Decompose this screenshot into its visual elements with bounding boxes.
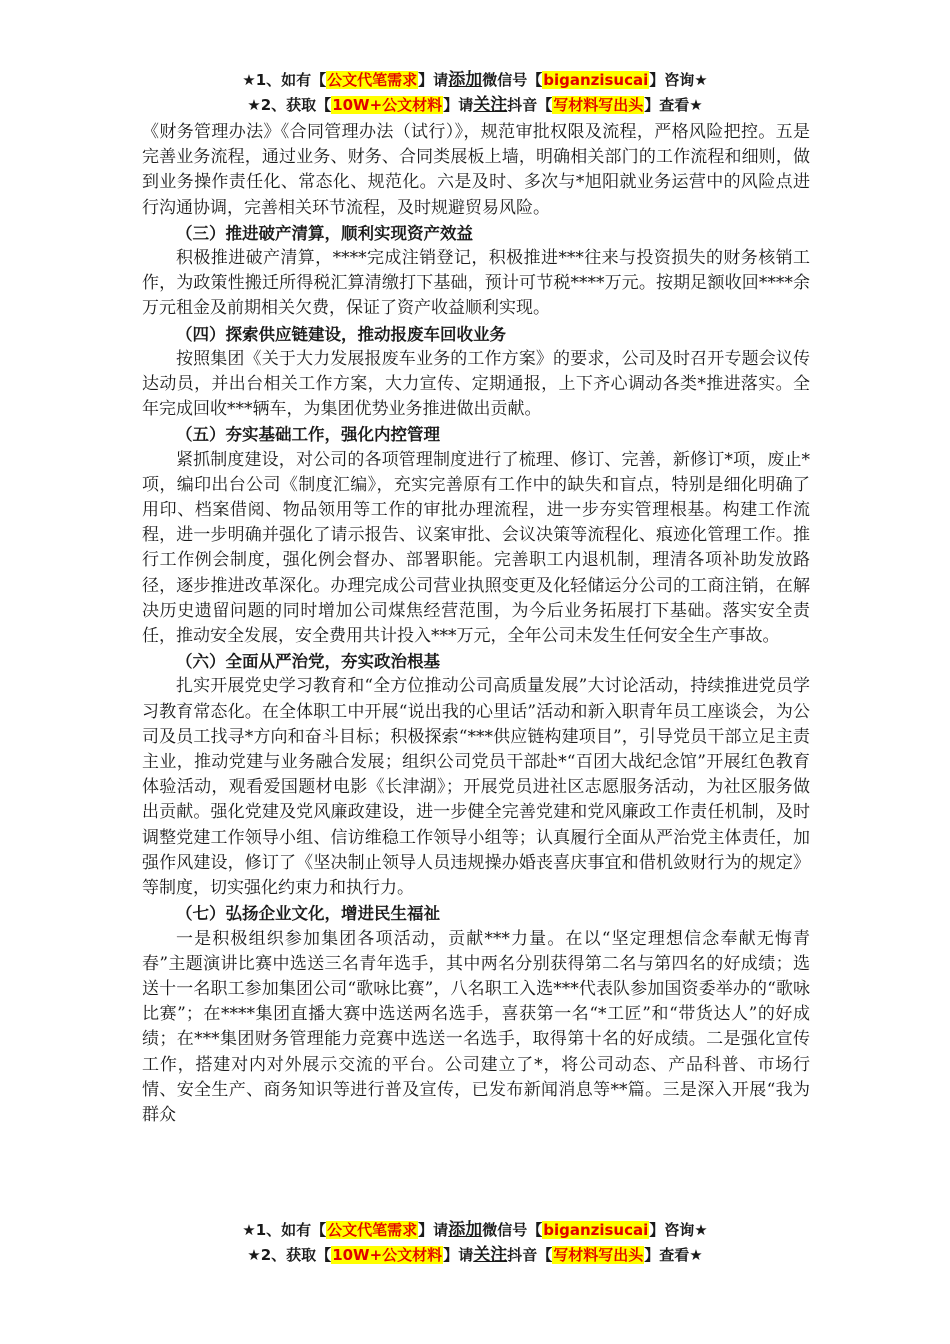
section-heading: （四）探索供应链建设，推动报废车回收业务 — [176, 324, 506, 344]
top-banner-line-1 — [0, 68, 950, 92]
banner-text: 】咨询★ — [649, 71, 708, 89]
banner-text: 】请 — [418, 1221, 449, 1239]
paragraph: 按照集团《关于大力发展报废车业务的工作方案》的要求，公司及时召开专题会议传达动员，并出台相关工作方案，大力宣传、定期通报，上下齐心调动各类*推进落实。全年完成回收***辆车，为集团优势业务推进做出贡献。 — [142, 348, 810, 420]
banner-text: 】请 — [443, 1246, 474, 1264]
paragraph: 积极推进破产清算，****完成注销登记，积极推进***往来与投资损失的财务核销工作，为政策性搬迁所得税汇算清缴打下基础，预计可节税****万元。按期足额收回****余万元租金及前期相关欠费，保证了资产收益顺利实现。 — [142, 248, 810, 319]
section-heading: （七）弘扬企业文化，增进民生福祉 — [176, 904, 440, 924]
banner-wechat-id: biganzisucai — [543, 1221, 649, 1239]
banner-highlight: 公文代笔需求 — [327, 71, 418, 89]
section-heading: （六）全面从严治党，夯实政治根基 — [176, 652, 440, 672]
banner-text: 】查看★ — [644, 1246, 703, 1264]
paragraph: 《财务管理办法》《合同管理办法（试行）》，规范审批权限及流程，严格风险把控。五是完善业务流程，通过业务、财务、合同类展板上墙，明确相关部门的工作流程和细则，做到业务操作责任化、常态化、规范化。六是及时、多次与*旭阳就业务运营中的风险点进行沟通协调，完善相关环节流程，及时规避贸易风险。 — [142, 122, 810, 218]
banner-underlined-text: 关注 — [473, 95, 508, 115]
bottom-banner-line-1 — [0, 1218, 950, 1242]
paragraph: 一是积极组织参加集团各项活动，贡献***力量。在以“坚定理想信念奉献无悔青春”主题演讲比赛中选送三名青年选手，其中两名分别获得第二名与第四名的好成绩；选送十一名职工参加集团公司“歌咏比赛”，八名职工入选***代表队参加国资委举办的“歌咏比赛”；在****集团直播大赛中选送两名选手，喜获第一名“*工匠”和“带货达人”的好成绩；在***集团财务管理能力竞赛中选送一名选手，取得第十名的好成绩。二是强化宣传工作，搭建对内对外展示交流的平台。公司建立了*，将公司动态、产品科普、市场行情、安全生产、商务知识等进行普及宣传，已发布新闻消息等**篇。三是深入开展“我为群众 — [142, 928, 810, 1125]
banner-text: 】咨询★ — [649, 1221, 708, 1239]
banner-text: ★1、如有【 — [242, 1221, 327, 1239]
banner-douyin-id: 写材料写出头 — [553, 1246, 644, 1264]
paragraph: 扎实开展党史学习教育和“全方位推动公司高质量发展”大讨论活动，持续推进党员学习教育常态化。在全体职工中开展“说出我的心里话”活动和新入职青年员工座谈会，为公司及员工找寻*方向和奋斗目标；积极探索“***供应链构建项目”，引导党员干部立足主责主业，推动党建与业务融合发展；组织公司党员干部赴*“百团大战纪念馆”开展红色教育体验活动，观看爱国题材电影《长津湖》；开展党员进社区志愿服务活动，为社区服务做出贡献。强化党建及党风廉政建设，进一步健全完善党建和党风廉政工作责任机制，及时调整党建工作领导小组、信访维稳工作领导小组等；认真履行全面从严治党主体责任，加强作风建设，修订了《坚决制止领导人员违规操办婚丧喜庆事宜和借机敛财行为的规定》等制度，切实强化约束力和执行力。 — [142, 676, 810, 899]
banner-text: 】请 — [418, 71, 449, 89]
document-body — [142, 120, 810, 1128]
banner-text: 抖音【 — [507, 1246, 553, 1264]
section-heading: （三）推进破产清算，顺利实现资产效益 — [176, 223, 473, 243]
banner-text: ★2、获取【 — [247, 96, 332, 114]
section-heading: （五）夯实基础工作，强化内控管理 — [176, 425, 440, 445]
banner-underlined-text: 关注 — [473, 1245, 508, 1265]
banner-text: 】查看★ — [644, 96, 703, 114]
banner-text: 】请 — [443, 96, 474, 114]
paragraph: 紧抓制度建设，对公司的各项管理制度进行了梳理、修订、完善，新修订*项，废止*项，编印出台公司《制度汇编》，充实完善原有工作中的缺失和盲点，特别是细化明确了用印、档案借阅、物品领用等工作的审批办理流程，进一步夯实管理根基。构建工作流程，进一步明确并强化了请示报告、议案审批、会议决策等流程化、痕迹化管理工作。推行工作例会制度，强化例会督办、部署职能。完善职工内退机制，理清各项补助发放路径，逐步推进改革深化。办理完成公司营业执照变更及化轻储运分公司的工商注销，在解决历史遗留问题的同时增加公司煤焦经营范围，为今后业务拓展打下基础。落实安全责任，推动安全发展，安全费用共计投入***万元，全年公司未发生任何安全生产事故。 — [142, 449, 810, 647]
banner-underlined-text: 添加 — [448, 70, 483, 90]
banner-highlight: 10W+公文材料 — [332, 96, 443, 114]
banner-text: 抖音【 — [507, 96, 553, 114]
banner-wechat-id: biganzisucai — [543, 71, 649, 89]
banner-underlined-text: 添加 — [448, 1220, 483, 1240]
banner-text: ★1、如有【 — [242, 71, 327, 89]
banner-douyin-id: 写材料写出头 — [553, 96, 644, 114]
banner-text: ★2、获取【 — [247, 1246, 332, 1264]
bottom-banner-line-2 — [0, 1243, 950, 1267]
banner-highlight: 公文代笔需求 — [327, 1221, 418, 1239]
banner-text: 微信号【 — [482, 71, 543, 89]
banner-highlight: 10W+公文材料 — [332, 1246, 443, 1264]
top-banner-line-2 — [0, 93, 950, 117]
banner-text: 微信号【 — [482, 1221, 543, 1239]
